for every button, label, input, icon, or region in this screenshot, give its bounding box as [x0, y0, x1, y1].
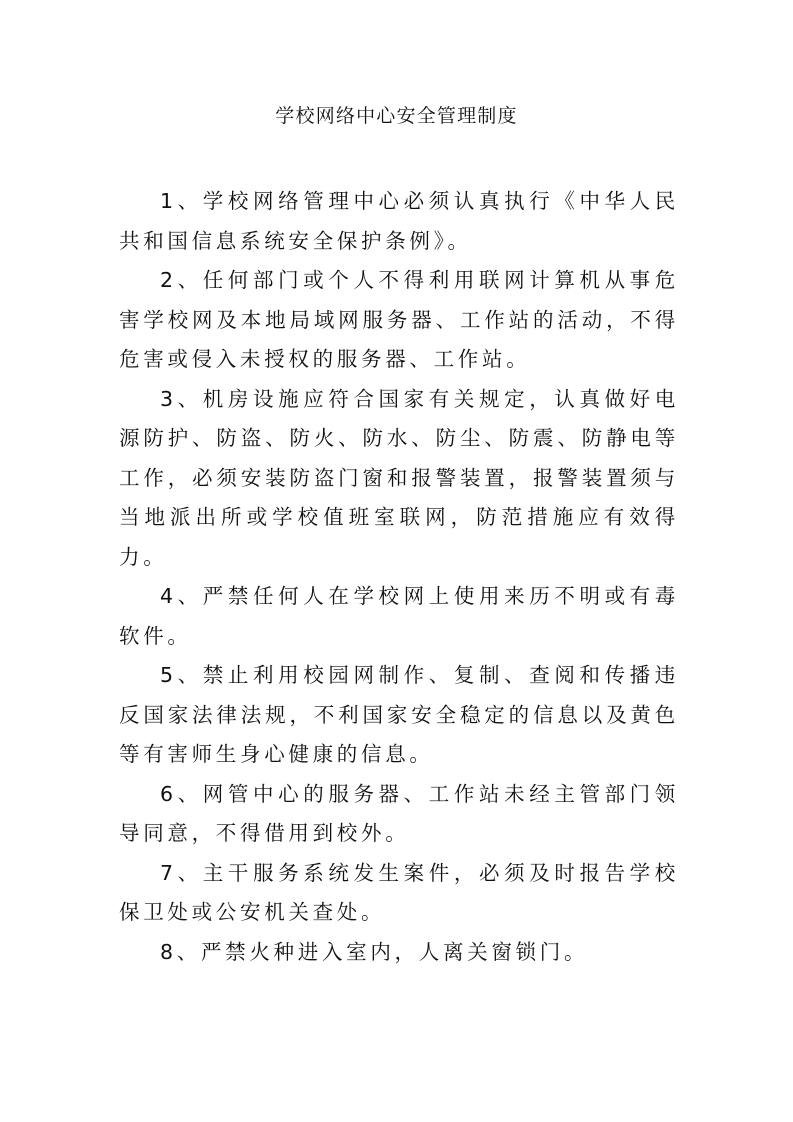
regulation-item-1: 1、学校网络管理中心必须认真执行《中华人民共和国信息系统安全保护条例》。 — [119, 189, 679, 253]
regulation-item-6: 6、网管中心的服务器、工作站未经主管部门领导同意，不得借用到校外。 — [119, 781, 679, 845]
regulation-item-7: 7、主干服务系统发生案件，必须及时报告学校保卫处或公安机关查处。 — [119, 860, 679, 924]
regulation-item-3: 3、机房设施应符合国家有关规定，认真做好电源防护、防盗、防火、防水、防尘、防震、防静电等工作，必须安装防盗门窗和报警装置，报警装置须与当地派出所或学校值班室联网，防范措施应有效得力。 — [119, 386, 679, 569]
regulation-item-5: 5、禁止利用校园网制作、复制、查阅和传播违反国家法律法规，不利国家安全稳定的信息以及黄色等有害师生身心健康的信息。 — [119, 663, 679, 766]
document-body — [119, 182, 679, 972]
regulation-item-8: 8、严禁火种进入室内，人离关窗锁门。 — [160, 939, 589, 964]
document-title: 学校网络中心安全管理制度 — [275, 105, 518, 127]
regulation-item-4: 4、严禁任何人在学校网上使用来历不明或有毒软件。 — [119, 584, 679, 648]
regulation-item-2: 2、任何部门或个人不得利用联网计算机从事危害学校网及本地局域网服务器、工作站的活动，不得危害或侵入未授权的服务器、工作站。 — [119, 268, 679, 371]
